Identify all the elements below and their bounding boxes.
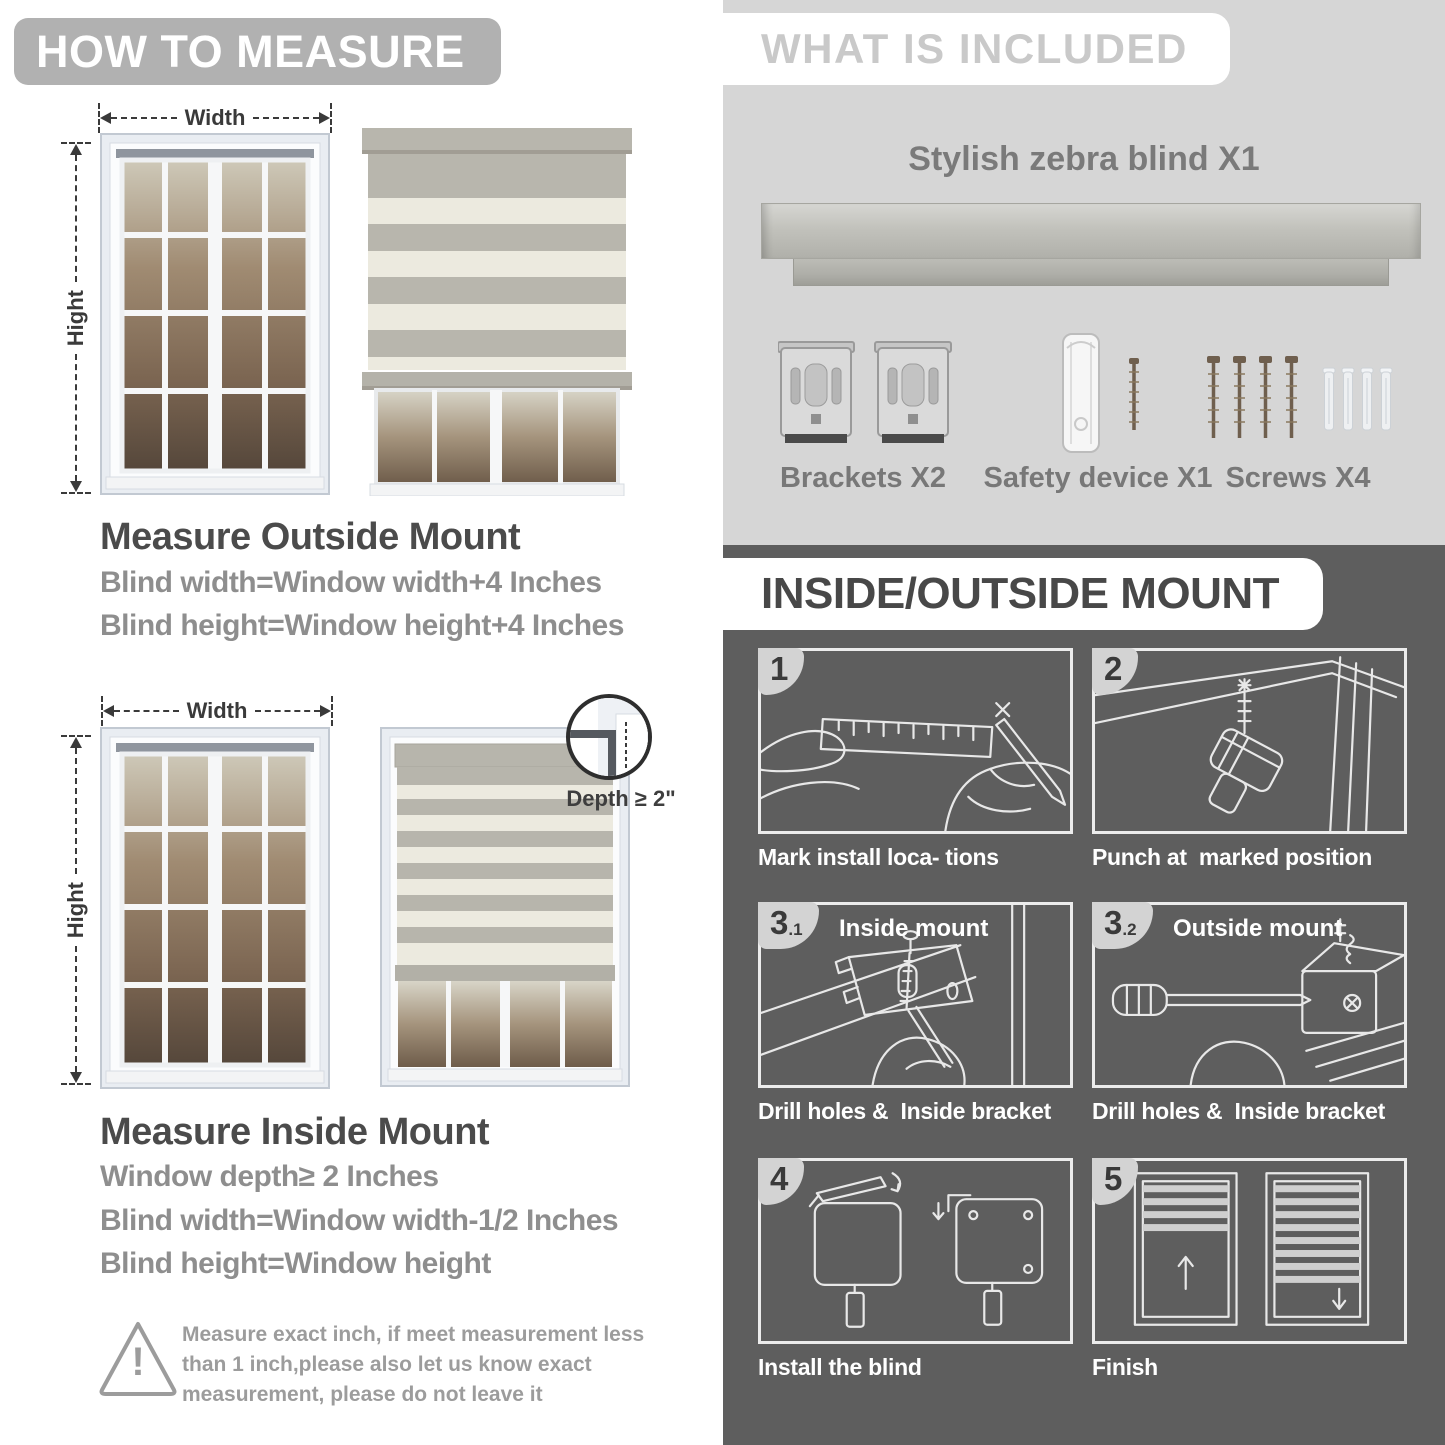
drill-illustration [1095, 651, 1404, 831]
inside-outside-mount-title: INSIDE/OUTSIDE MOUNT [761, 569, 1280, 618]
arrow-dash [75, 354, 77, 481]
warning-exclamation: ! [131, 1340, 145, 1384]
arrowhead-up-icon [70, 737, 82, 748]
arrow-dash [255, 710, 320, 712]
step-panel-title: Outside mount [1173, 915, 1343, 942]
width-label: Width [184, 105, 246, 130]
step-panel-5 [1092, 1158, 1407, 1381]
bracket [778, 342, 854, 443]
width-arrow [101, 696, 333, 726]
screws-label: Screws X4 [1225, 462, 1371, 494]
inside-mount-line1: Window depth≥ 2 Inches [100, 1160, 439, 1193]
step-panel-box [758, 1158, 1073, 1344]
mark-location-illustration [761, 651, 1070, 831]
what-is-included-section [723, 0, 1445, 545]
arrowhead-left-icon [100, 112, 111, 124]
zebra-blind-item-label: Stylish zebra blind X1 [908, 140, 1260, 178]
step-caption: Install the blind [758, 1354, 922, 1380]
height-arrow [60, 142, 92, 494]
screws-image [1203, 350, 1398, 450]
arrowhead-right-icon [319, 112, 330, 124]
safety-device-image [1041, 332, 1161, 457]
step-caption: Mark install loca- tions [758, 844, 999, 870]
window-corner-detail [570, 698, 648, 776]
outside-mount-line2: Blind height=Window height+4 Inches [100, 609, 624, 642]
arrow-endbar [331, 696, 333, 726]
inside-outside-mount-banner [723, 558, 1323, 630]
inside-mount-line3: Blind height=Window height [100, 1247, 491, 1280]
width-arrow [98, 103, 332, 133]
how-to-measure-title: HOW TO MEASURE [36, 25, 465, 77]
step-panel-box [1092, 1158, 1407, 1344]
depth-label: Depth ≥ 2" [566, 786, 676, 811]
arrow-endbar [61, 1083, 91, 1085]
step-number-badge: 3 .2 [1092, 902, 1153, 949]
warning-icon [96, 1318, 180, 1398]
blind-headrail [761, 203, 1421, 259]
height-arrow [60, 735, 92, 1085]
outside-mount-line1: Blind width=Window width+4 Inches [100, 566, 602, 599]
step-panel-4 [758, 1158, 1073, 1381]
step-number-badge: 3 .1 [758, 902, 819, 949]
inside-outside-mount-section [723, 545, 1445, 1445]
inside-mount-heading: Measure Inside Mount [100, 1111, 490, 1153]
step-caption: Finish [1092, 1354, 1158, 1380]
step-number-badge: 1 [758, 648, 804, 695]
arrow-endbar [330, 103, 332, 133]
arrow-dash [75, 155, 77, 282]
brackets-image [778, 338, 953, 456]
arrow-dash [111, 117, 177, 119]
step-number-badge: 2 [1092, 648, 1138, 695]
step-panel-box [758, 648, 1073, 834]
height-label: Hight [63, 881, 88, 939]
step-panel-title: Inside mount [839, 915, 989, 942]
what-is-included-banner [723, 13, 1230, 85]
window-photo-outside-mount [100, 133, 330, 495]
screws [1207, 356, 1298, 438]
step-panel-2 [1092, 648, 1407, 871]
arrowhead-right-icon [320, 705, 331, 717]
blind-stripes [1143, 1185, 1229, 1231]
step-panel-3-1 [758, 902, 1073, 1125]
step-number-badge: 5 [1092, 1158, 1138, 1205]
arrow-dash [114, 710, 179, 712]
arrowhead-left-icon [103, 705, 114, 717]
step-panel-box [1092, 902, 1407, 1088]
finish-illustration [1095, 1161, 1404, 1341]
step-panel-box [758, 902, 1073, 1088]
blind-headrail-lip [793, 259, 1389, 286]
zebra-blind-illustration [362, 128, 632, 496]
blind-stripes [1274, 1185, 1360, 1283]
step-caption: Drill holes & Inside bracket [1092, 1098, 1385, 1124]
outside-mount-heading: Measure Outside Mount [100, 516, 521, 558]
step-caption: Punch at marked position [1092, 844, 1373, 870]
arrow-dash [253, 117, 319, 119]
arrow-dash [75, 946, 77, 1072]
step-panel-1 [758, 648, 1073, 871]
step-caption: Drill holes & Inside bracket [758, 1098, 1051, 1124]
arrowhead-up-icon [70, 144, 82, 155]
what-is-included-title: WHAT IS INCLUDED [761, 25, 1188, 72]
brackets-label: Brackets X2 [779, 462, 947, 494]
depth-magnifier-icon [566, 694, 652, 780]
step-panel-3-2 [1092, 902, 1407, 1125]
wall-anchors [1323, 368, 1392, 430]
step-panel-box [1092, 648, 1407, 834]
inside-mount-line2: Blind width=Window width-1/2 Inches [100, 1204, 619, 1237]
safety-device-label: Safety device X1 [983, 462, 1213, 494]
how-to-measure-banner [14, 18, 501, 85]
step-number-badge: 4 [758, 1158, 804, 1205]
arrowhead-down-icon [70, 481, 82, 492]
warning-text: Measure exact inch, if meet measurement less than 1 inch,please also let us know exact measurement, please do not leave it [182, 1323, 645, 1406]
arrow-endbar [61, 492, 91, 494]
arrow-dash [75, 748, 77, 874]
install-blind-illustration [761, 1161, 1070, 1341]
height-label: Hight [63, 289, 88, 347]
width-label: Width [186, 698, 248, 723]
window-with-blind-inside-mount [380, 727, 630, 1087]
bracket [875, 342, 951, 443]
arrowhead-down-icon [70, 1072, 82, 1083]
window-photo-inside-mount [100, 727, 330, 1089]
